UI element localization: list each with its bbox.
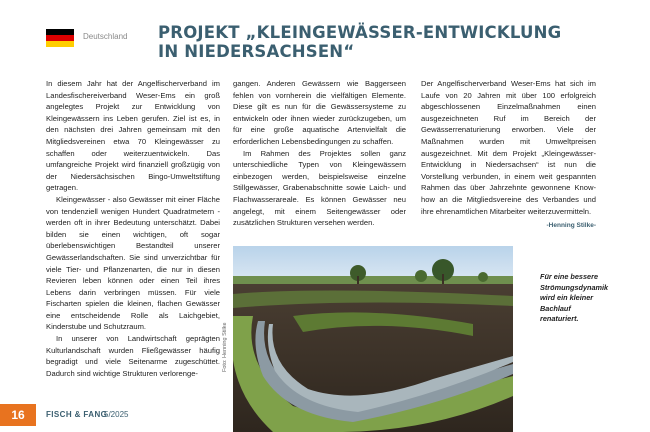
article-column-1 xyxy=(46,78,220,379)
stream-photo xyxy=(233,246,513,432)
page-title xyxy=(158,23,618,61)
paragraph: In unserer von Landwirtschaft geprägten Kulturlandschaft wurden Fließgewässer häufig begradigt und viele Seitenarme zugeschüttet. Dadurch sind wichtige Strukturen verlorenge- xyxy=(46,334,220,378)
paragraph: Der Angelfischerverband Weser-Ems hat sich im Laufe von 20 Jahren mit über 100 erfolgreich abgeschlossenen Einzelmaßnahmen einen ausgezeichneten Ruf im Bereich der Gewässerrenaturierung erworben. Viele der Maßnahmen wurden mit Umweltpreisen ausgezeichnet. Mit dem Projekt „Kleingewässer-Entwicklung in Niedersachsen“ ist nun die Vorstellung verbunden, in einem weit gespannten Rahmen das über Jahrzehnte gewonnene Know-how an die Mitgliedsvereine des Verbandes und ihre ehrenamtlichen Mitarbeiter weiterzuvermitteln. xyxy=(421,79,596,216)
article-column-2 xyxy=(233,78,406,229)
country-label: Deutschland xyxy=(83,32,128,41)
photo-caption: Für eine bessere Strömungsdynamik wird ein kleiner Bachlauf renaturiert. xyxy=(540,272,609,323)
photo-credit: Foto: Henning Stilke xyxy=(222,322,228,372)
paragraph: Im Rahmen des Projektes sollen ganz unterschiedliche Typen von Kleingewässern einbezogen werden, beispielsweise einzelne Stillgewässer, Grabenabschnitte sowie Laich- und Flachwasserareale. Es können Gewässer neu angelegt, mit einem Seitengewässer oder zusätzlichen Strukturen versehen werden. xyxy=(233,148,406,228)
magazine-name: FISCH & FANG xyxy=(46,410,108,419)
page-number: 16 xyxy=(0,404,36,426)
issue-number: 5/2025 xyxy=(104,410,129,419)
paragraph: In diesem Jahr hat der Angelfischerverband im Landesfischereiverband Weser-Ems ein groß angelegtes Projekt zur Entwicklung von Kleingewässern ins Leben gerufen. Ziel ist es, in den nächsten drei Jahren gemeinsam mit den Mitgliedsvereinen etwa 70 Kleingewässer zu schaffen oder weiterzuentwickeln. Das umfangreiche Projekt wird finanziell großzügig von der Niedersächsischen Bingo-Umweltstiftung getragen. xyxy=(46,79,220,193)
author-signature: -Henning Stilke- xyxy=(546,222,596,230)
article-column-3 xyxy=(421,78,596,232)
germany-flag-icon xyxy=(46,29,74,47)
title-line-1: PROJEKT „KLEINGEWÄSSER-ENTWICKLUNG xyxy=(158,23,562,42)
paragraph: Kleingewässer - also Gewässer mit einer Fläche von tendenziell wenigen Hundert Quadratmetern - werden oft in ihrer Bedeutung unterschätzt. Dabei bilden sie einen wichtigen, oft sogar überlebenswichtigen Bestandteil unserer Gewässerlandschaften. Sie sind unverzichtbar für viele Tier- und Pflanzenarten, die nur in diesen Revieren leben können oder einen Teil ihres Lebens darin verbringen müssen. Für viele Fischarten spielen die kleinen, flachen Gewässer eine entscheidende Rolle als Laichgebiet, Kinderstube und Schutzraum. xyxy=(46,194,220,332)
paragraph: gangen. Anderen Gewässern wie Baggerseen fehlen von vornherein die vielfältigen Elemente. Diese gilt es nun für die Gewässersysteme zu entwickeln oder ihnen wieder zurückzugeben, um für eine große aquatische Artenvielfalt die erforderlichen Lebensbedingungen zu schaffen. xyxy=(233,79,406,146)
title-line-2: IN NIEDERSACHSEN“ xyxy=(158,42,355,61)
